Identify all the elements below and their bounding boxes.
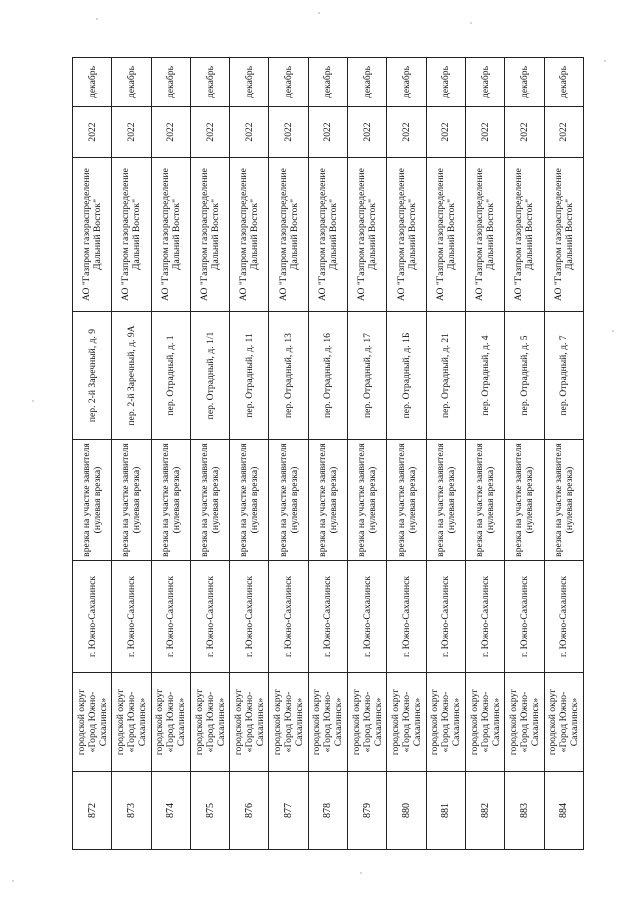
- month-cell: декабрь: [112, 58, 151, 107]
- table-row: [387, 58, 426, 850]
- table-row: [348, 58, 387, 850]
- year-cell: 2022: [465, 107, 504, 158]
- municipality-cell: городской округ «Город Южно-Сахалинск»: [348, 673, 387, 772]
- municipality-cell: городской округ «Город Южно-Сахалинск»: [151, 673, 190, 772]
- year-cell: 2022: [73, 107, 112, 158]
- work-type-cell: врезка на участке заявителя (нулевая врезка): [112, 440, 151, 561]
- municipality-cell: городской округ «Город Южно-Сахалинск»: [190, 673, 229, 772]
- year-cell: 2022: [112, 107, 151, 158]
- year-cell: 2022: [544, 107, 583, 158]
- address-cell: пер. Отрадный, д. 5: [505, 312, 544, 440]
- organization-cell: АО "Газпром газораспределение Дальний Восток": [348, 158, 387, 312]
- table-row: [73, 58, 112, 850]
- organization-cell: АО "Газпром газораспределение Дальний Восток": [387, 158, 426, 312]
- year-cell: 2022: [505, 107, 544, 158]
- municipality-cell: городской округ «Город Южно-Сахалинск»: [230, 673, 269, 772]
- row-number: 882: [465, 772, 504, 850]
- address-cell: пер. 2-й Заречный, д. 9А: [112, 312, 151, 440]
- city-cell: г. Южно-Сахалинск: [230, 561, 269, 673]
- scan-speck: [360, 872, 362, 874]
- table-row: [190, 58, 229, 850]
- month-cell: декабрь: [348, 58, 387, 107]
- organization-cell: АО "Газпром газораспределение Дальний Восток": [308, 158, 347, 312]
- row-number: 874: [151, 772, 190, 850]
- city-cell: г. Южно-Сахалинск: [465, 561, 504, 673]
- month-cell: декабрь: [230, 58, 269, 107]
- city-cell: г. Южно-Сахалинск: [505, 561, 544, 673]
- organization-cell: АО "Газпром газораспределение Дальний Восток": [426, 158, 465, 312]
- address-cell: пер. Отрадный, д. 21: [426, 312, 465, 440]
- city-cell: г. Южно-Сахалинск: [73, 561, 112, 673]
- address-cell: пер. Отрадный, д. 16: [308, 312, 347, 440]
- work-type-cell: врезка на участке заявителя (нулевая врезка): [505, 440, 544, 561]
- address-cell: пер. Отрадный, д. 1: [151, 312, 190, 440]
- work-type-cell: врезка на участке заявителя (нулевая врезка): [269, 440, 308, 561]
- scan-speck: [12, 880, 14, 882]
- table-row: [151, 58, 190, 850]
- table-row: [505, 58, 544, 850]
- row-number: 873: [112, 772, 151, 850]
- month-cell: декабрь: [308, 58, 347, 107]
- address-cell: пер. Отрадный, д. 13: [269, 312, 308, 440]
- scan-speck: [612, 330, 614, 332]
- municipality-cell: городской округ «Город Южно-Сахалинск»: [269, 673, 308, 772]
- row-number: 880: [387, 772, 426, 850]
- year-cell: 2022: [190, 107, 229, 158]
- table-row: [112, 58, 151, 850]
- year-cell: 2022: [230, 107, 269, 158]
- table-row: [308, 58, 347, 850]
- row-number: 872: [73, 772, 112, 850]
- year-cell: 2022: [426, 107, 465, 158]
- row-number: 877: [269, 772, 308, 850]
- month-cell: декабрь: [465, 58, 504, 107]
- works-table: [72, 57, 584, 850]
- row-number: 878: [308, 772, 347, 850]
- scan-speck: [470, 22, 472, 24]
- month-cell: декабрь: [151, 58, 190, 107]
- organization-cell: АО "Газпром газораспределение Дальний Восток": [465, 158, 504, 312]
- scan-speck: [604, 60, 606, 62]
- scan-speck: [318, 12, 320, 14]
- address-cell: пер. Отрадный, д. 4: [465, 312, 504, 440]
- work-type-cell: врезка на участке заявителя (нулевая врезка): [465, 440, 504, 561]
- organization-cell: АО "Газпром газораспределение Дальний Восток": [505, 158, 544, 312]
- city-cell: г. Южно-Сахалинск: [308, 561, 347, 673]
- work-type-cell: врезка на участке заявителя (нулевая врезка): [73, 440, 112, 561]
- municipality-cell: городской округ «Город Южно-Сахалинск»: [308, 673, 347, 772]
- city-cell: г. Южно-Сахалинск: [151, 561, 190, 673]
- address-cell: пер. Отрадный, д. 7: [544, 312, 583, 440]
- city-cell: г. Южно-Сахалинск: [348, 561, 387, 673]
- work-type-cell: врезка на участке заявителя (нулевая врезка): [426, 440, 465, 561]
- rotated-table-wrapper: [72, 58, 584, 850]
- row-number: 884: [544, 772, 583, 850]
- municipality-cell: городской округ «Город Южно-Сахалинск»: [73, 673, 112, 772]
- month-cell: декабрь: [544, 58, 583, 107]
- address-cell: пер. 2-й Заречный, д. 9: [73, 312, 112, 440]
- city-cell: г. Южно-Сахалинск: [269, 561, 308, 673]
- address-cell: пер. Отрадный, д. 1Б: [387, 312, 426, 440]
- city-cell: г. Южно-Сахалинск: [426, 561, 465, 673]
- work-type-cell: врезка на участке заявителя (нулевая врезка): [348, 440, 387, 561]
- address-cell: пер. Отрадный, д. 17: [348, 312, 387, 440]
- address-cell: пер. Отрадный, д. 11: [230, 312, 269, 440]
- municipality-cell: городской округ «Город Южно-Сахалинск»: [465, 673, 504, 772]
- work-type-cell: врезка на участке заявителя (нулевая врезка): [190, 440, 229, 561]
- row-number: 881: [426, 772, 465, 850]
- year-cell: 2022: [308, 107, 347, 158]
- city-cell: г. Южно-Сахалинск: [387, 561, 426, 673]
- row-number: 883: [505, 772, 544, 850]
- municipality-cell: городской округ «Город Южно-Сахалинск»: [112, 673, 151, 772]
- organization-cell: АО "Газпром газораспределение Дальний Восток": [230, 158, 269, 312]
- year-cell: 2022: [269, 107, 308, 158]
- table-body: [73, 58, 584, 850]
- work-type-cell: врезка на участке заявителя (нулевая врезка): [387, 440, 426, 561]
- year-cell: 2022: [387, 107, 426, 158]
- table-row: [230, 58, 269, 850]
- year-cell: 2022: [348, 107, 387, 158]
- row-number: 876: [230, 772, 269, 850]
- year-cell: 2022: [151, 107, 190, 158]
- month-cell: декабрь: [269, 58, 308, 107]
- row-number: 879: [348, 772, 387, 850]
- address-cell: пер. Отрадный, д. 1/1: [190, 312, 229, 440]
- table-row: [544, 58, 583, 850]
- work-type-cell: врезка на участке заявителя (нулевая врезка): [308, 440, 347, 561]
- scan-speck: [96, 18, 98, 20]
- municipality-cell: городской округ «Город Южно-Сахалинск»: [426, 673, 465, 772]
- organization-cell: АО "Газпром газораспределение Дальний Восток": [544, 158, 583, 312]
- scan-speck: [32, 400, 34, 402]
- organization-cell: АО "Газпром газораспределение Дальний Восток": [190, 158, 229, 312]
- work-type-cell: врезка на участке заявителя (нулевая врезка): [544, 440, 583, 561]
- row-number: 875: [190, 772, 229, 850]
- city-cell: г. Южно-Сахалинск: [544, 561, 583, 673]
- table-row: [269, 58, 308, 850]
- organization-cell: АО "Газпром газораспределение Дальний Восток": [112, 158, 151, 312]
- month-cell: декабрь: [73, 58, 112, 107]
- municipality-cell: городской округ «Город Южно-Сахалинск»: [505, 673, 544, 772]
- city-cell: г. Южно-Сахалинск: [112, 561, 151, 673]
- organization-cell: АО "Газпром газораспределение Дальний Восток": [73, 158, 112, 312]
- municipality-cell: городской округ «Город Южно-Сахалинск»: [387, 673, 426, 772]
- organization-cell: АО "Газпром газораспределение Дальний Восток": [269, 158, 308, 312]
- organization-cell: АО "Газпром газораспределение Дальний Восток": [151, 158, 190, 312]
- month-cell: декабрь: [387, 58, 426, 107]
- work-type-cell: врезка на участке заявителя (нулевая врезка): [230, 440, 269, 561]
- municipality-cell: городской округ «Город Южно-Сахалинск»: [544, 673, 583, 772]
- month-cell: декабрь: [426, 58, 465, 107]
- month-cell: декабрь: [190, 58, 229, 107]
- month-cell: декабрь: [505, 58, 544, 107]
- table-row: [426, 58, 465, 850]
- city-cell: г. Южно-Сахалинск: [190, 561, 229, 673]
- table-row: [465, 58, 504, 850]
- work-type-cell: врезка на участке заявителя (нулевая врезка): [151, 440, 190, 561]
